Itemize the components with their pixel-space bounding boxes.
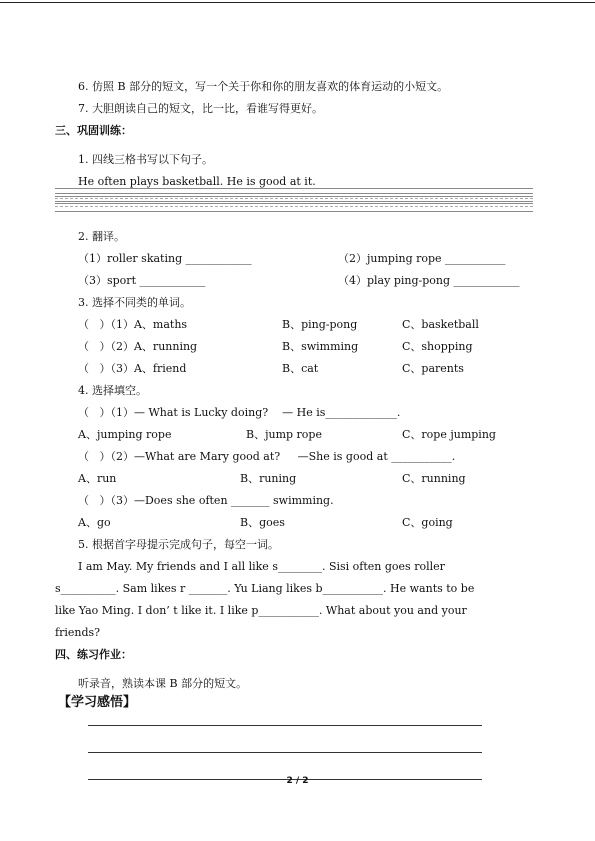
q4-2-option-b: B、runing — [240, 472, 297, 485]
q3-row-2-c: C、shopping — [402, 340, 473, 353]
q4-3-option-a: A、go — [78, 516, 111, 529]
q3-title: 3. 选择不同类的单词。 — [78, 296, 191, 309]
q3-row-1-b: B、ping-pong — [282, 318, 358, 331]
section4-title: 四、练习作业： — [55, 648, 132, 661]
item-6: 6. 仿照 B 部分的短文，写一个关于你和你的朋友喜欢的体育运动的小短文。 — [78, 80, 449, 93]
q4-title: 4. 选择填空。 — [78, 384, 147, 397]
q2-title: 2. 翻译。 — [78, 230, 125, 243]
q4-3-option-b: B、goes — [240, 516, 285, 529]
q5-line-2: s__________. Sam likes r _______. Yu Liang likes b___________. He wants to be — [55, 582, 475, 595]
q5-title: 5. 根据首字母提示完成句子，每空一词。 — [78, 538, 279, 551]
q4-1-option-b: B、jump rope — [246, 428, 322, 441]
q2-item-2: （2）jumping rope ___________ — [338, 252, 506, 265]
q5-line-4: friends? — [55, 626, 101, 639]
q3-row-3-c: C、parents — [402, 362, 464, 375]
q5-line-1: I am May. My friends and I all like s________. Sisi often goes roller — [78, 560, 445, 573]
item-7: 7. 大胆朗读自己的短文，比一比，看谁写得更好。 — [78, 102, 323, 115]
q3-row-1-a: （ ）（1）A、maths — [78, 318, 188, 331]
q1-title: 1. 四线三格书写以下句子。 — [78, 153, 213, 166]
q4-2-question: （ ）（2）—What are Mary good at? —She is good at ___________. — [78, 450, 456, 463]
q5-line-3: like Yao Ming. I don’ t like it. I like p___________. What about you and your — [55, 604, 467, 617]
q4-2-option-c: C、running — [402, 472, 466, 485]
section4-text: 听录音，熟读本课 B 部分的短文。 — [78, 677, 248, 690]
section3-title: 三、巩固训练： — [55, 124, 132, 137]
q3-row-2-b: B、swimming — [282, 340, 359, 353]
q3-row-3-b: B、cat — [282, 362, 319, 375]
reflection-title: 【学习感悟】 — [58, 695, 137, 710]
q3-row-2-a: （ ）（2）A、running — [78, 340, 198, 353]
four-line-grid-2 — [55, 196, 533, 216]
q2-item-3: （3）sport ____________ — [78, 274, 206, 287]
q4-1-option-a: A、jumping rope — [78, 428, 172, 441]
q3-row-3-a: （ ）（3）A、friend — [78, 362, 187, 375]
q4-2-option-a: A、run — [78, 472, 117, 485]
q4-1-option-c: C、rope jumping — [402, 428, 496, 441]
q2-item-1: （1）roller skating ____________ — [78, 252, 252, 265]
q4-3-question: （ ）（3）—Does she often _______ swimming. — [78, 494, 334, 507]
q4-1-question: （ ）（1）— What is Lucky doing? — He is_____________. — [78, 406, 401, 419]
q2-item-4: （4）play ping-pong ____________ — [338, 274, 520, 287]
q1-sentence: He often plays basketball. He is good at it. — [78, 175, 316, 188]
q4-3-option-c: C、going — [402, 516, 453, 529]
q3-row-1-c: C、basketball — [402, 318, 479, 331]
reflection-line-2 — [88, 752, 482, 753]
header-rule — [0, 2, 595, 3]
reflection-line-1 — [88, 725, 482, 726]
page-number: 2 / 2 — [286, 776, 309, 786]
